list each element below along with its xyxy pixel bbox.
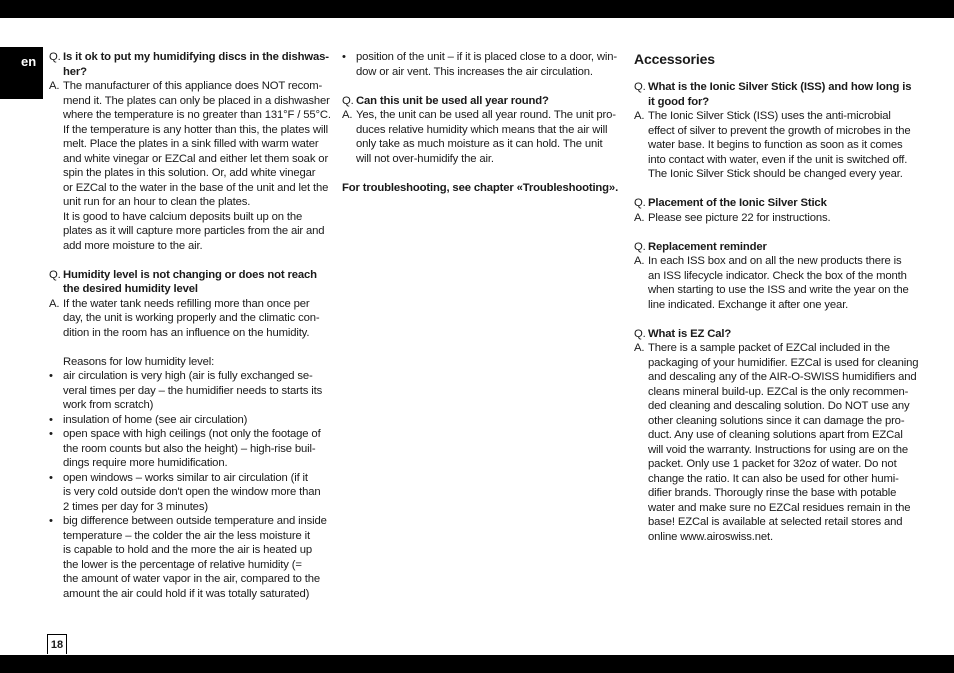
bullet-icon: • [49,370,53,382]
bullet-line: insulation of home (see air circulation) [63,413,248,426]
a-line: Please see picture 22 for instructions. [648,211,831,224]
a-line: ded cleaning and descaling solution. Do NOT use any [648,400,910,412]
a-line: add more moisture to the air. [63,239,203,252]
a-line: line indicated. Exchange it after one year. [648,298,849,311]
bullet-item [49,369,321,413]
a-line: packet. Only use 1 packet for 32oz of water. Do not [648,458,897,470]
a-line: online www.airoswiss.net. [648,530,773,543]
column-1 [49,50,331,601]
bullet-item [49,471,321,515]
a-line: base! EZCal is available at selected retail stores and [648,516,903,528]
bullet-line: open windows – works similar to air circulation (if it [63,471,308,484]
a-line: difier brands. Thorougly rinse the base with potable [648,487,897,499]
a-line: The Ionic Silver Stick should be changed every year. [648,168,903,180]
a-line: or EZCal to the water in the base of the unit and let the [63,181,329,194]
q-line: Can this unit be used all year round? [356,94,549,107]
a-line: only take as much moisture as it can hold. The unit [356,138,603,150]
q-line: What is the Ionic Silver Stick (ISS) and how long is [648,81,912,93]
question [634,240,906,255]
q-line: her? [63,65,87,78]
column-2 [342,50,619,195]
answer [634,109,911,182]
a-line: and descaling any of the AIR-O-SWISS humidifiers and [648,371,917,383]
q-prefix: Q. [634,240,646,253]
bullet-icon: • [49,471,53,484]
a-line: change the ratio. It can also be used for other humi- [648,472,899,485]
bullet-line: is capable to hold and the more the air is heated up [63,544,313,556]
bullet-line: is very cold outside don't open the window more than [63,486,321,498]
a-prefix: A. [634,110,645,122]
a-line: cleans mineral build-up. EZCal is the only recommen- [648,385,909,398]
a-line: There is a sample packet of EZCal included in the [648,342,890,354]
question [634,196,906,211]
page-number: 18 [47,634,67,654]
question [634,80,912,109]
a-line: mend it. The plates can only be placed in a dishwasher [63,94,330,107]
a-line: In each ISS box and on all the new products there is [648,255,902,267]
bullet-line: dow or air vent. This increases the air circulation. [356,65,593,78]
a-line: and white vinegar or EZCal and either let them soak or [63,152,329,165]
a-prefix: A. [342,109,353,121]
language-tab [0,47,43,99]
q-prefix: Q. [49,51,61,63]
a-line: The manufacturer of this appliance does NOT recom- [63,80,323,92]
top-bar [0,0,954,18]
q-prefix: Q. [634,197,646,209]
q-prefix: Q. [49,268,61,281]
bullet-item [49,514,327,601]
q-line: Humidity level is not changing or does not reach [63,268,317,281]
bullet-icon: • [49,515,53,527]
bullet-item [342,50,618,79]
a-line: will void the warranty. Instructions for using are on the [648,443,908,456]
a-line: plates as it will capture more particles from the air and [63,225,325,237]
a-line: an ISS lifecycle indicator. Check the box of the month [648,269,907,282]
a-line: duces relative humidity which means that the air will [356,123,608,136]
bullet-line: the amount of water vapor in the air, compared to the [63,573,321,585]
a-line: unit run for an hour to clean the plates. [63,196,251,208]
troubleshooting-note: For troubleshooting, see chapter «Troubleshooting». [342,181,619,194]
a-prefix: A. [634,255,645,267]
q-prefix: Q. [342,94,354,107]
q-line: What is EZ Cal? [648,327,732,340]
a-line: duct. Any use of cleaning solutions apart from EZCal [648,429,903,441]
bullet-line: air circulation is very high (air is fully exchanged se- [63,370,313,382]
a-line: when starting to use the ISS and write the year on the [648,284,909,296]
bullet-item [49,427,321,471]
language-label: en [21,54,37,69]
q-line: the desired humidity level [63,283,198,295]
a-line: water base. It begins to function as soon as it comes [648,139,903,151]
a-prefix: A. [634,211,645,224]
q-prefix: Q. [634,81,646,93]
a-prefix: A. [634,342,645,354]
bullet-line: the room counts but also the height) – high-rise buil- [63,442,316,455]
bullet-icon: • [342,51,346,63]
a-line: It is good to have calcium deposits built up on the [63,210,303,223]
q-line: Replacement reminder [648,240,767,253]
a-line: into contact with water, even if the unit is switched off. [648,153,908,166]
a-line: where the temperature is no greater than 131°F / 55°C. [63,109,331,121]
bullet-icon: • [49,428,53,440]
a-line: If the temperature is any hotter than this, the plates will [63,123,328,136]
column-3 [634,50,919,544]
a-line: dition in the room has an influence on the humidity. [63,326,310,339]
question [634,327,906,342]
a-line: melt. Place the plates in a sink filled with warm water [63,138,319,150]
bullet-line: temperature – the colder the air the less moisture it [63,529,310,542]
a-line: effect of silver to prevent the growth of microbes in the [648,124,911,137]
bottom-bar [0,655,954,673]
a-line: will not over-humidify the air. [356,152,494,165]
a-prefix: A. [49,297,60,310]
bullet-icon: • [49,413,53,426]
a-prefix: A. [49,80,60,92]
a-line: water and make sure no EZCal residues remain in the [648,501,911,514]
q-line: Placement of the Ionic Silver Stick [648,197,827,209]
bullet-line: work from scratch) [63,399,154,411]
bullet-line: dings require more humidification. [63,457,228,469]
bullet-line: amount the air could hold if it was totally saturated) [63,587,310,600]
answer [49,297,321,341]
a-line: The Ionic Silver Stick (ISS) uses the anti-microbial [648,110,891,122]
question [342,94,612,109]
bullet-item [49,413,321,428]
a-line: If the water tank needs refilling more than once per [63,297,310,310]
answer [49,79,331,253]
q-prefix: Q. [634,327,646,340]
question [49,50,329,79]
answer [634,341,919,544]
bullet-line: big difference between outside temperature and inside [63,515,327,527]
a-line: spin the plates in this solution. Or, add white vinegar [63,167,316,179]
answer [634,211,906,226]
bullet-line: open space with high ceilings (not only the footage of [63,428,321,440]
bullet-line: veral times per day – the humidifier needs to starts its [63,384,323,397]
q-line: it good for? [648,95,709,108]
bullet-line: 2 times per day for 3 minutes) [63,500,208,513]
a-line: Yes, the unit can be used all year round. The unit pro- [356,109,616,121]
q-line: Is it ok to put my humidifying discs in the dishwas- [63,51,329,63]
a-line: other cleaning solutions since it can damage the pro- [648,414,905,427]
a-line: packaging of your humidifier. EZCal is used for cleaning [648,356,919,369]
answer [634,254,909,312]
bullet-line: position of the unit – if it is placed close to a door, win- [356,51,618,63]
bullet-line: the lower is the percentage of relative humidity (= [63,558,302,571]
section-heading: Accessories [634,51,715,67]
question [49,268,321,297]
a-line: day, the unit is working properly and the climatic con- [63,312,320,324]
reasons-label: Reasons for low humidity level: [63,355,215,368]
answer [342,108,616,166]
